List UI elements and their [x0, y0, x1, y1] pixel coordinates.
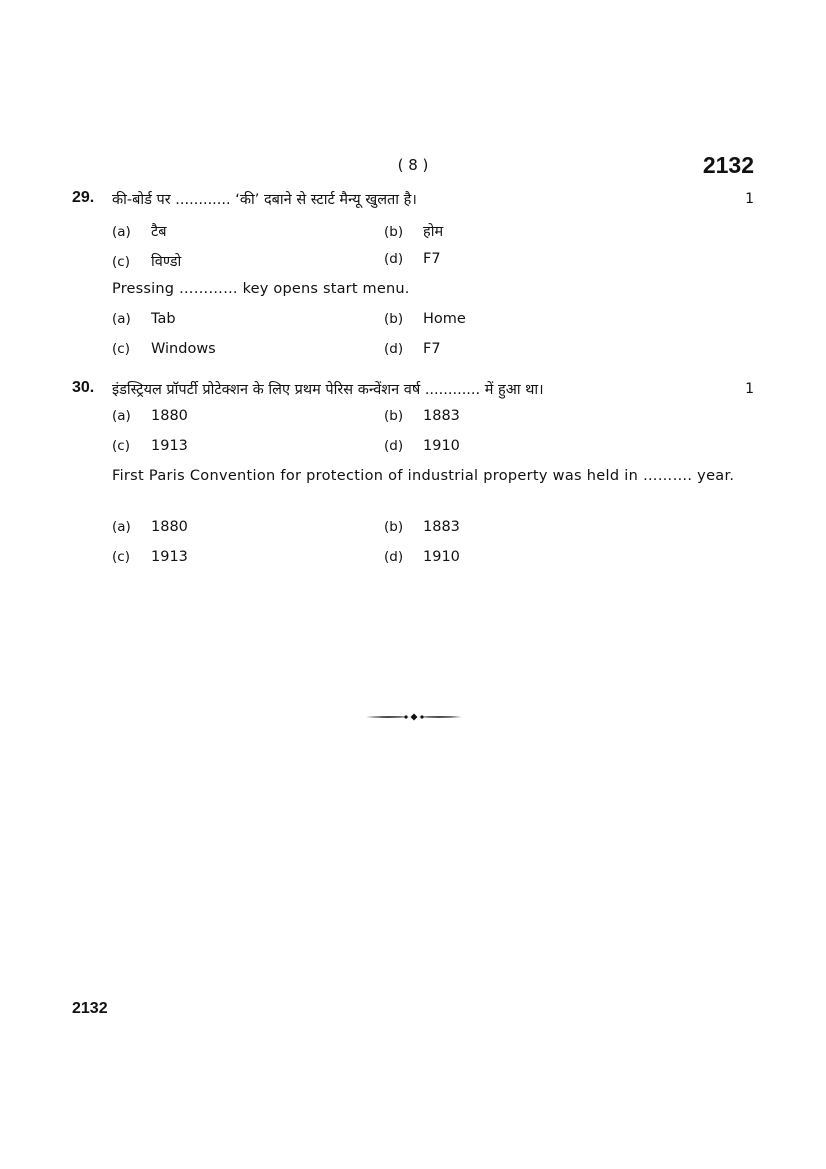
option-label: (c): [112, 341, 130, 357]
option-text: 1913: [151, 549, 188, 565]
option-d-hindi: [384, 438, 460, 454]
page-number: ( 8 ): [397, 156, 429, 174]
option-b-hindi: [384, 408, 460, 424]
option-label: (a): [112, 224, 131, 240]
question-text-english: First Paris Convention for protection of industrial property was held in ………. year.: [112, 468, 735, 484]
option-text: 1883: [423, 519, 460, 535]
question-text-hindi: इंडस्ट्रियल प्रॉपर्टी प्रोटेक्शन के लिए प्रथम पेरिस कन्वेंशन वर्ष ............ में हुआ था।: [112, 382, 544, 398]
question-text-hindi: की-बोर्ड पर ............ ‘की’ दबाने से स्टार्ट मैन्यू खुलता है।: [112, 192, 417, 208]
option-c-hindi: [112, 438, 188, 454]
option-label: (a): [112, 519, 131, 535]
option-text: Windows: [151, 341, 216, 357]
option-text: Home: [423, 311, 466, 327]
option-label: (d): [384, 438, 404, 454]
option-label: (c): [112, 549, 130, 565]
option-text: F7: [423, 341, 441, 357]
option-d-english: [384, 341, 441, 357]
option-text: 1880: [151, 519, 188, 535]
option-text: F7: [423, 251, 441, 267]
paper-code-header: 2132: [702, 152, 754, 178]
option-label: (d): [384, 549, 404, 565]
option-b-english: [384, 519, 460, 535]
end-divider-ornament: [366, 711, 462, 723]
option-label: (b): [384, 408, 404, 424]
question-number: 30.: [72, 379, 95, 396]
option-text: 1880: [151, 408, 188, 424]
option-label: (a): [112, 311, 131, 327]
option-text: 1913: [151, 438, 188, 454]
option-b-hindi: [384, 221, 443, 241]
option-label: (c): [112, 254, 130, 270]
option-d-english: [384, 549, 460, 565]
question-text-english: Pressing ………… key opens start menu.: [112, 281, 410, 297]
option-label: (b): [384, 311, 404, 327]
option-text: 1910: [423, 549, 460, 565]
question-marks: 1: [745, 191, 754, 207]
option-a-hindi: [112, 408, 188, 424]
option-a-english: [112, 519, 188, 535]
option-label: (d): [384, 251, 404, 267]
option-text: 1883: [423, 408, 460, 424]
option-label: (c): [112, 438, 130, 454]
option-text: Tab: [151, 311, 176, 327]
option-c-english: [112, 549, 188, 565]
option-text: टैब: [151, 224, 167, 240]
question-marks: 1: [745, 381, 754, 397]
option-d-hindi: [384, 251, 441, 267]
question-number: 29.: [72, 189, 95, 206]
option-c-english: [112, 341, 216, 357]
option-label: (b): [384, 519, 404, 535]
option-text: होम: [423, 224, 444, 240]
paper-code-footer: 2132: [72, 1000, 108, 1017]
option-a-english: [112, 311, 176, 327]
option-c-hindi: [112, 251, 181, 271]
option-label: (d): [384, 341, 404, 357]
option-label: (a): [112, 408, 131, 424]
option-a-hindi: [112, 221, 167, 241]
option-text: 1910: [423, 438, 460, 454]
option-text: विण्डो: [151, 254, 182, 270]
option-label: (b): [384, 224, 404, 240]
option-b-english: [384, 311, 466, 327]
